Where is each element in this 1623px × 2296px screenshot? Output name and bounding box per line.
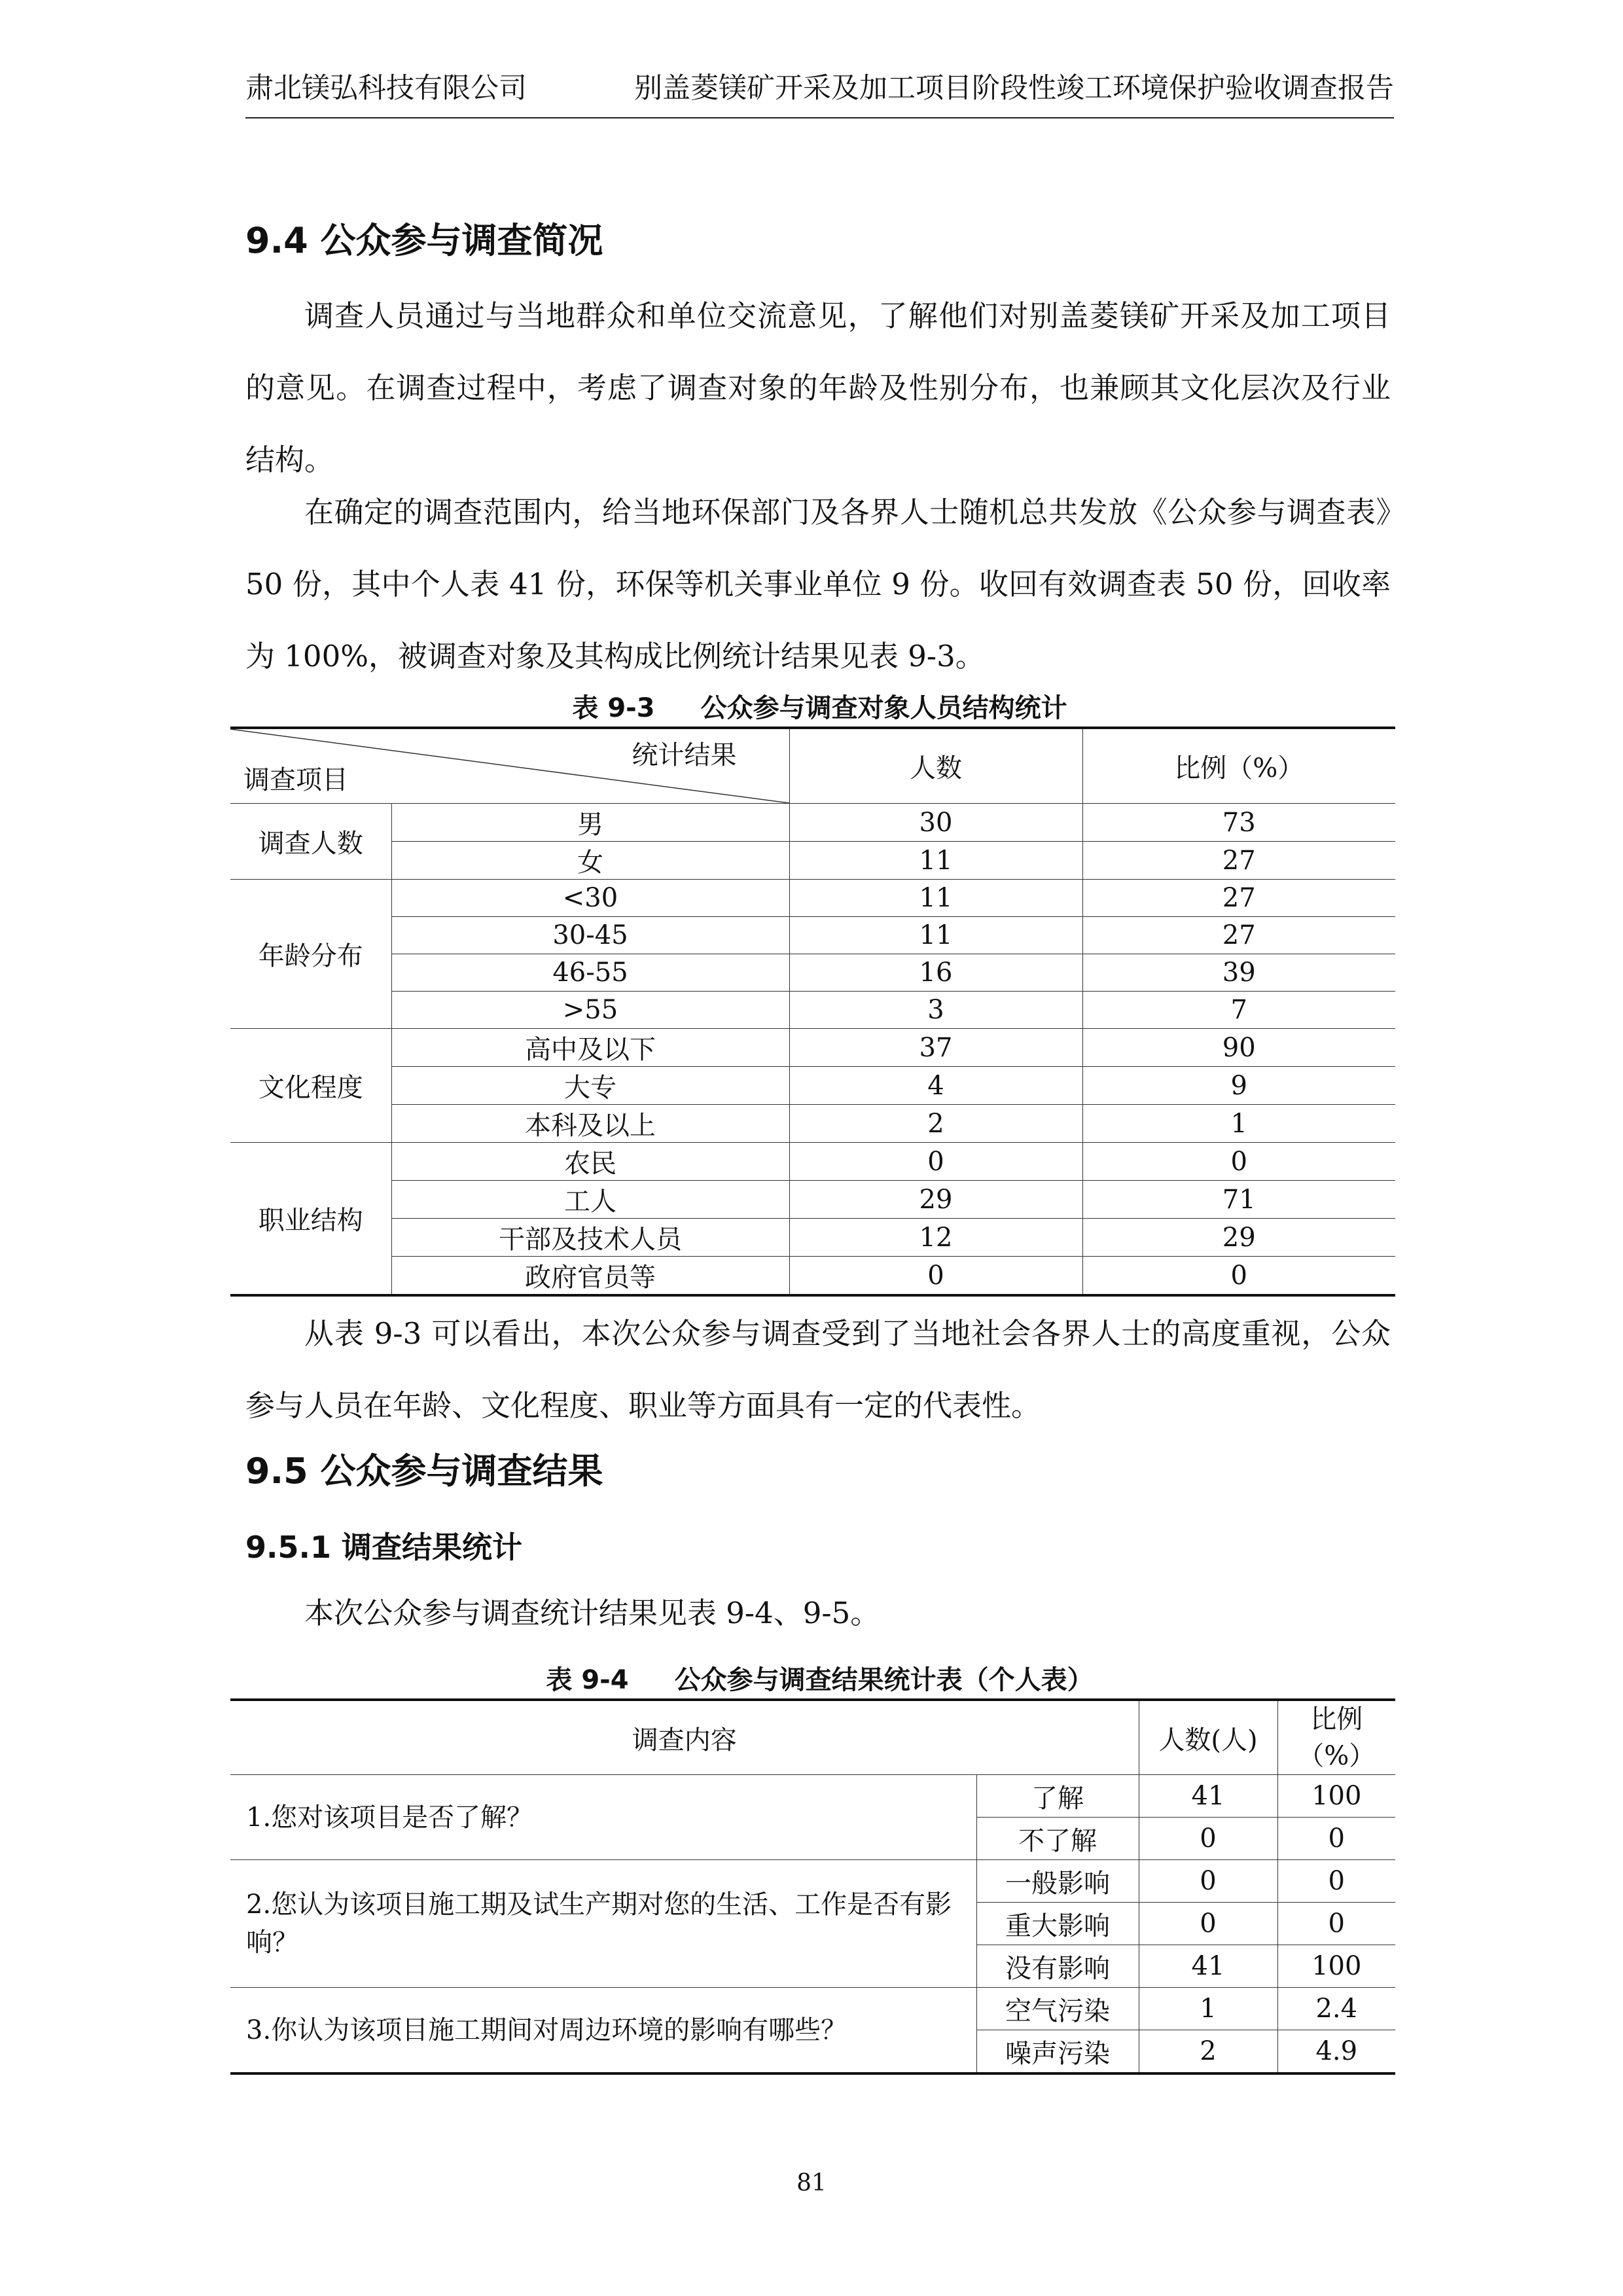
count-cell: 11: [789, 917, 1082, 954]
table-row: [230, 842, 1395, 880]
ratio-cell: 27: [1082, 880, 1395, 917]
ratio-cell: 7: [1082, 992, 1395, 1029]
section-9-5-1-paragraph: 本次公众参与调查统计结果见表 9-4、9-5。: [304, 1596, 880, 1630]
ratio-cell: 1: [1082, 1105, 1395, 1143]
answer-cell: 重大影响: [976, 1903, 1139, 1945]
count-cell: 11: [789, 842, 1082, 880]
question-cell: 1.您对该项目是否了解？: [230, 1775, 976, 1860]
table-row: [230, 1257, 1395, 1296]
table-row: [230, 954, 1395, 992]
count-cell: 12: [789, 1219, 1082, 1257]
count-cell: 16: [789, 954, 1082, 992]
item-cell: 本科及以上: [391, 1105, 789, 1143]
item-cell: 女: [391, 842, 789, 880]
count-cell: 30: [789, 804, 1082, 842]
item-cell: 46-55: [391, 954, 789, 992]
ratio-cell: 90: [1082, 1029, 1395, 1067]
ratio-cell: 27: [1082, 842, 1395, 880]
ratio-cell: 39: [1082, 954, 1395, 992]
page-number: 81: [796, 2170, 827, 2197]
table-9-3: [230, 726, 1395, 1297]
ratio-cell: 71: [1082, 1181, 1395, 1219]
ratio-cell: 0: [1277, 1860, 1395, 1903]
count-cell: 0: [789, 1143, 1082, 1181]
count-cell: 2: [1139, 2030, 1277, 2074]
table-row: [230, 1181, 1395, 1219]
count-cell: 0: [1139, 1860, 1277, 1903]
section-9-4-paragraph-2: 在确定的调查范围内，给当地环保部门及各界人士随机总共发放《公众参与调查表》50 份，其中个人表 41 份，环保等机关事业单位 9 份。收回有效调查表 50 份，回收率为 100%，被调查对象及其构成比例统计结果见表 9-3。: [245, 495, 1391, 673]
ratio-cell: 27: [1082, 917, 1395, 954]
column-header-count: 人数(人): [1139, 1700, 1277, 1775]
count-cell: 0: [1139, 1818, 1277, 1860]
table-9-4-title: 公众参与调查结果统计表（个人表）: [674, 1665, 1094, 1695]
ratio-cell: 0: [1277, 1903, 1395, 1945]
count-cell: 0: [789, 1257, 1082, 1296]
table-row: [230, 1860, 1395, 1903]
count-cell: 1: [1139, 1988, 1277, 2030]
answer-cell: 空气污染: [976, 1988, 1139, 2030]
count-cell: 11: [789, 880, 1082, 917]
ratio-cell: 9: [1082, 1067, 1395, 1105]
item-cell: 工人: [391, 1181, 789, 1219]
table-row: [230, 1219, 1395, 1257]
count-cell: 0: [1139, 1903, 1277, 1945]
ratio-cell: 100: [1277, 1775, 1395, 1818]
column-header-content: 调查内容: [230, 1700, 1139, 1775]
table-9-4-number: 表 9-4: [546, 1665, 629, 1695]
item-cell: 男: [391, 804, 789, 842]
answer-cell: 不了解: [976, 1818, 1139, 1860]
answer-cell: 噪声污染: [976, 2030, 1139, 2074]
ratio-cell: 0: [1082, 1143, 1395, 1181]
table-9-4: [230, 1698, 1395, 2075]
ratio-cell: 0: [1082, 1257, 1395, 1296]
header-report-title: 别盖菱镁矿开采及加工项目阶段性竣工环境保护验收调查报告: [634, 72, 1394, 105]
diagonal-header-cell: [230, 728, 789, 804]
table-9-4-caption: [245, 1659, 1394, 1696]
group-label: 职业结构: [230, 1143, 391, 1296]
header-company: 肃北镁弘科技有限公司: [245, 72, 527, 105]
table-9-3-caption: [245, 687, 1394, 725]
table-header-row: [230, 1700, 1395, 1775]
ratio-cell: 2.4: [1277, 1988, 1395, 2030]
table-row: [230, 1143, 1395, 1181]
item-cell: 高中及以下: [391, 1029, 789, 1067]
table-row: [230, 1029, 1395, 1067]
ratio-cell: 0: [1277, 1818, 1395, 1860]
count-cell: 29: [789, 1181, 1082, 1219]
column-header-ratio: [1277, 1700, 1395, 1775]
table-row: [230, 1067, 1395, 1105]
ratio-cell: 100: [1277, 1945, 1395, 1988]
table-row: [230, 1105, 1395, 1143]
item-cell: >55: [391, 992, 789, 1029]
item-cell: 大专: [391, 1067, 789, 1105]
table-header-row: [230, 728, 1395, 804]
count-cell: 3: [789, 992, 1082, 1029]
item-cell: 干部及技术人员: [391, 1219, 789, 1257]
item-cell: <30: [391, 880, 789, 917]
table-row: [230, 804, 1395, 842]
page-header: [245, 69, 1394, 118]
item-cell: 政府官员等: [391, 1257, 789, 1296]
ratio-cell: 29: [1082, 1219, 1395, 1257]
answer-cell: 一般影响: [976, 1860, 1139, 1903]
table-9-3-summary: 从表 9-3 可以看出，本次公众参与调查受到了当地社会各界人士的高度重视，公众参与人员在年龄、文化程度、职业等方面具有一定的代表性。: [245, 1316, 1391, 1423]
ratio-cell: 4.9: [1277, 2030, 1395, 2074]
count-cell: 2: [789, 1105, 1082, 1143]
group-label: 调查人数: [230, 804, 391, 880]
ratio-header-line-2: （%）: [1298, 1741, 1376, 1771]
column-header-ratio: 比例（%）: [1082, 728, 1395, 804]
item-cell: 30-45: [391, 917, 789, 954]
table-row: [230, 917, 1395, 954]
section-9-5-title: 9.5 公众参与调查结果: [245, 1450, 603, 1492]
count-cell: 37: [789, 1029, 1082, 1067]
section-9-4-title: 9.4 公众参与调查简况: [245, 220, 603, 261]
ratio-header-line-1: 比例: [1310, 1704, 1363, 1734]
group-label: 年龄分布: [230, 880, 391, 1029]
answer-cell: 了解: [976, 1775, 1139, 1818]
column-header-count: 人数: [789, 728, 1082, 804]
answer-cell: 没有影响: [976, 1945, 1139, 1988]
table-row: [230, 880, 1395, 917]
diag-label-result: 统计结果: [632, 740, 737, 770]
question-cell: 2.您认为该项目施工期及试生产期对您的生活、工作是否有影响？: [230, 1860, 976, 1988]
section-9-5-1-title: 9.5.1 调查结果统计: [245, 1530, 522, 1565]
table-9-3-number: 表 9-3: [572, 693, 655, 723]
section-9-4-paragraph-1: 调查人员通过与当地群众和单位交流意见，了解他们对别盖菱镁矿开采及加工项目的意见。在调查过程中，考虑了调查对象的年龄及性别分布，也兼顾其文化层次及行业结构。: [245, 298, 1391, 477]
item-cell: 农民: [391, 1143, 789, 1181]
diag-label-item: 调查项目: [243, 765, 348, 795]
ratio-cell: 73: [1082, 804, 1395, 842]
count-cell: 41: [1139, 1775, 1277, 1818]
question-cell: 3.你认为该项目施工期间对周边环境的影响有哪些？: [230, 1988, 976, 2074]
count-cell: 4: [789, 1067, 1082, 1105]
table-row: [230, 992, 1395, 1029]
group-label: 文化程度: [230, 1029, 391, 1143]
count-cell: 41: [1139, 1945, 1277, 1988]
table-9-3-title: 公众参与调查对象人员结构统计: [700, 693, 1067, 723]
table-row: [230, 1775, 1395, 1818]
table-row: [230, 1988, 1395, 2030]
